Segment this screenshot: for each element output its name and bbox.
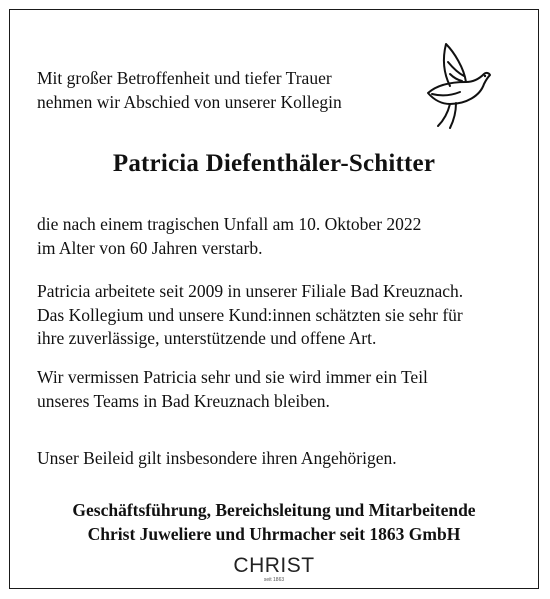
paragraph-remembrance — [37, 366, 517, 413]
obituary-notice — [9, 9, 539, 589]
intro-line: nehmen wir Abschied von unserer Kollegin — [37, 92, 342, 112]
paragraph-line: ihre zuverlässige, unterstützende und offene Art. — [37, 328, 377, 348]
deceased-name: Patricia Diefenthäler-Schitter — [112, 150, 436, 177]
paragraph-condolence — [37, 447, 517, 471]
dove-eye — [484, 75, 486, 77]
christ-logo — [10, 556, 538, 584]
paragraph-line: Das Kollegium und unsere Kund:innen schätzten sie sehr für — [37, 304, 463, 325]
intro-text — [37, 66, 397, 114]
paragraph-line: Patricia arbeitete seit 2009 in unserer Filiale Bad Kreuznach. — [37, 281, 464, 301]
paragraph-line: Wir vermissen Patricia sehr und sie wird immer ein Teil — [37, 367, 428, 387]
paragraph-circumstances — [37, 213, 517, 260]
signature-line: Christ Juweliere und Uhrmacher seit 1863 GmbH — [87, 523, 461, 544]
signature-line: Geschäftsführung, Bereichsleitung und Mitarbeitende — [72, 500, 476, 520]
logo-subline: seit 1863 — [263, 577, 285, 583]
paragraph-career — [37, 280, 517, 351]
logo-wordmark: CHRIST — [233, 554, 315, 577]
paragraph-line: unseres Teams in Bad Kreuznach bleiben. — [37, 390, 330, 411]
intro-line: Mit großer Betroffenheit und tiefer Trauer — [37, 68, 332, 88]
dove-icon — [420, 38, 494, 130]
paragraph-line: im Alter von 60 Jahren verstarb. — [37, 237, 263, 258]
paragraph-line: die nach einem tragischen Unfall am 10. Oktober 2022 — [37, 214, 422, 234]
paragraph-line: Unser Beileid gilt insbesondere ihren Angehörigen. — [37, 448, 397, 468]
signature-block — [10, 499, 538, 546]
